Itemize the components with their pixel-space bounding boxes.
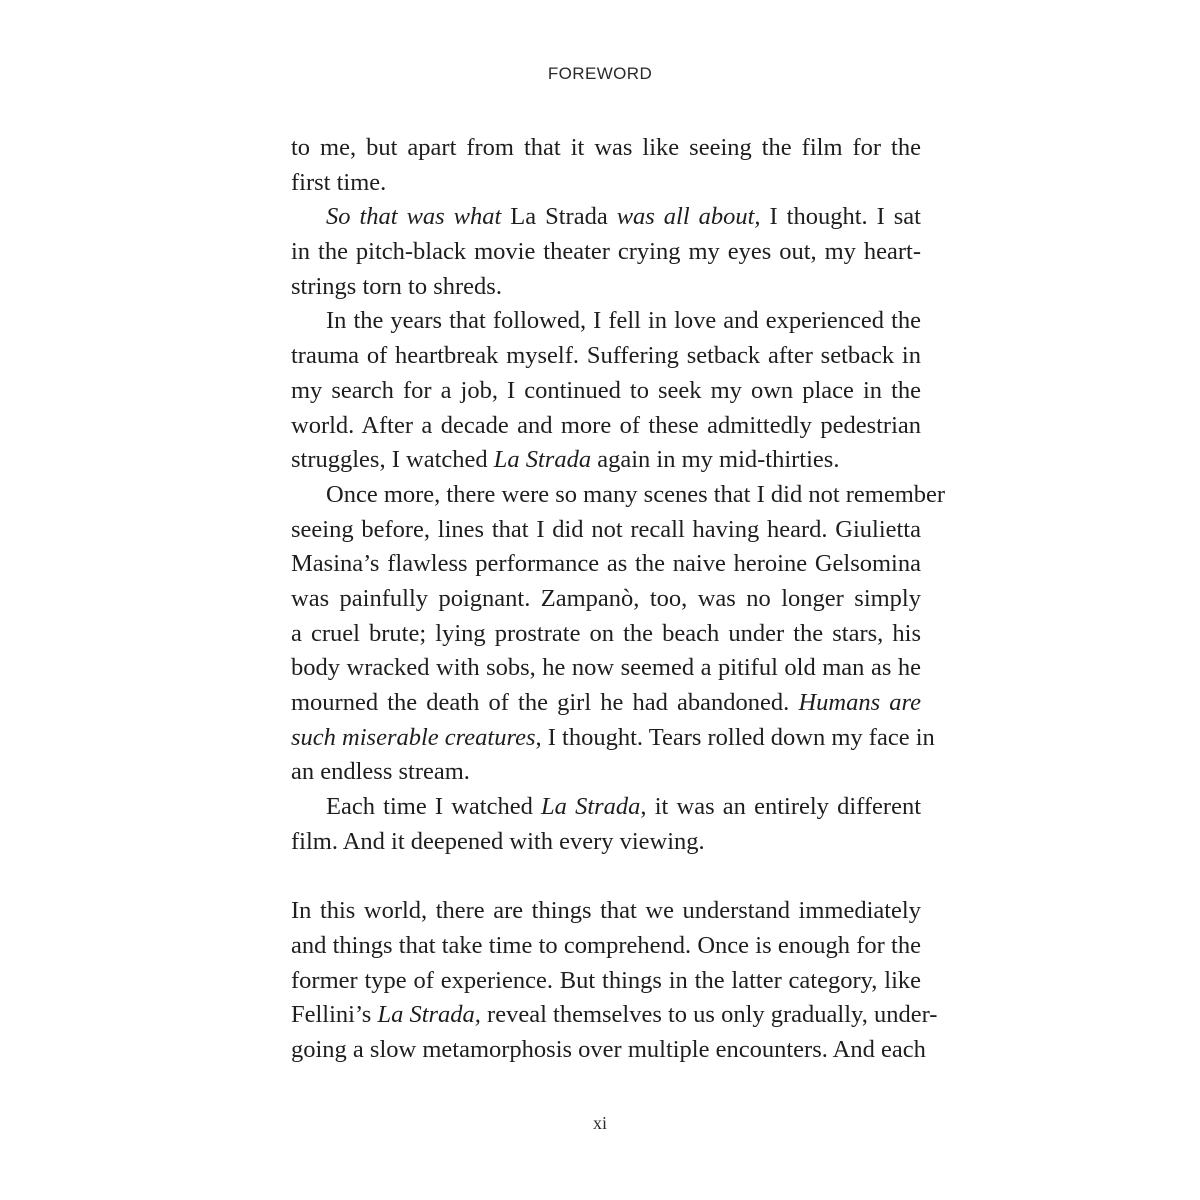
paragraph [291,304,921,477]
text-line [291,1033,926,1068]
italic-text: such miserable creatures [291,723,536,751]
paragraph [291,894,938,1067]
text-line [291,790,921,825]
text-run: first time. [291,168,387,196]
text-line [291,166,921,201]
text-line [291,721,935,756]
paragraph [291,790,921,859]
text-run: going a slow metamorphosis over multiple encounters. And each [291,1035,926,1063]
text-run: former type of experience. But things in the latter category, like [291,966,921,994]
text-run: Once more, there were so many scenes that I did not remember [326,480,946,508]
text-line [291,131,921,166]
italic-text: La Strada, [377,1001,481,1029]
text-line [291,200,921,235]
italic-text: Humans are [798,689,921,716]
text-line [291,270,921,305]
text-line [291,547,921,582]
text-line [291,686,921,721]
text-line [291,894,921,929]
text-run: mourned the death of the girl he had abandoned. [291,689,799,716]
text-run: Each time I watched [326,793,542,821]
text-run: in the pitch-black movie theater crying my eyes out, my heart- [291,238,921,266]
italic-text: So that was what [326,203,502,231]
italic-text: La Strada [493,446,592,474]
text-line [291,513,921,548]
text-run: I thought. I sat [760,203,921,231]
text-line [291,443,921,478]
text-run: reveal themselves to us only gradually, under- [480,1001,938,1029]
text-run: an endless stream. [291,758,470,786]
text-line [291,617,921,652]
text-run: strings torn to shreds. [291,272,502,300]
text-line [291,651,921,686]
text-line [291,998,938,1033]
text-run: In the years that followed, I fell in love and experienced the [326,307,921,335]
paragraph [291,200,921,304]
text-run: film. And it deepened with every viewing. [291,827,705,855]
text-run: Fellini’s [291,1001,378,1029]
text-run: , I thought. Tears rolled down my face in [535,723,935,751]
paragraph [291,131,921,200]
text-line [291,582,921,617]
text-run: to me, but apart from that it was like seeing the film for the [291,134,921,161]
text-run: body wracked with sobs, he now seemed a pitiful old man as he [291,654,921,682]
text-line [291,235,921,270]
italic-text: was all about, [616,203,761,231]
text-line [291,409,921,444]
text-run: trauma of heartbreak myself. Suffering setback after setback in [291,342,921,370]
italic-text: La Strada [541,793,641,821]
text-run: In this world, there are things that we understand immediately [291,897,921,925]
page-number: xi [592,1113,607,1133]
text-run: struggles, I watched [291,446,494,474]
text-run: world. After a decade and more of these admittedly pedestrian [291,411,921,439]
text-line [291,374,921,409]
text-run: again in my mid-thirties. [591,446,840,474]
text-line [291,964,921,999]
text-run: and things that take time to comprehend. Once is enough for the [291,931,921,959]
text-line [291,825,921,860]
text-run: , it was an entirely different [640,793,922,821]
text-line [291,929,921,964]
text-line [291,339,921,374]
text-line [291,478,946,513]
text-run: Masina’s flawless performance as the naive heroine Gelsomina [291,550,921,578]
text-line [291,304,921,339]
text-line [291,755,921,790]
text-run: was painfully poignant. Zampanò, too, was no longer simply [291,584,921,612]
text-run: a cruel brute; lying prostrate on the beach under the stars, his [291,619,921,647]
running-header: FOREWORD [547,64,653,83]
text-run: La Strada [501,203,617,231]
text-run: my search for a job, I continued to seek my own place in the [291,376,921,404]
body-text [291,131,946,1068]
paragraph [291,478,946,790]
text-run: seeing before, lines that I did not recall having heard. Giulietta [291,515,921,543]
section-break [291,859,921,894]
